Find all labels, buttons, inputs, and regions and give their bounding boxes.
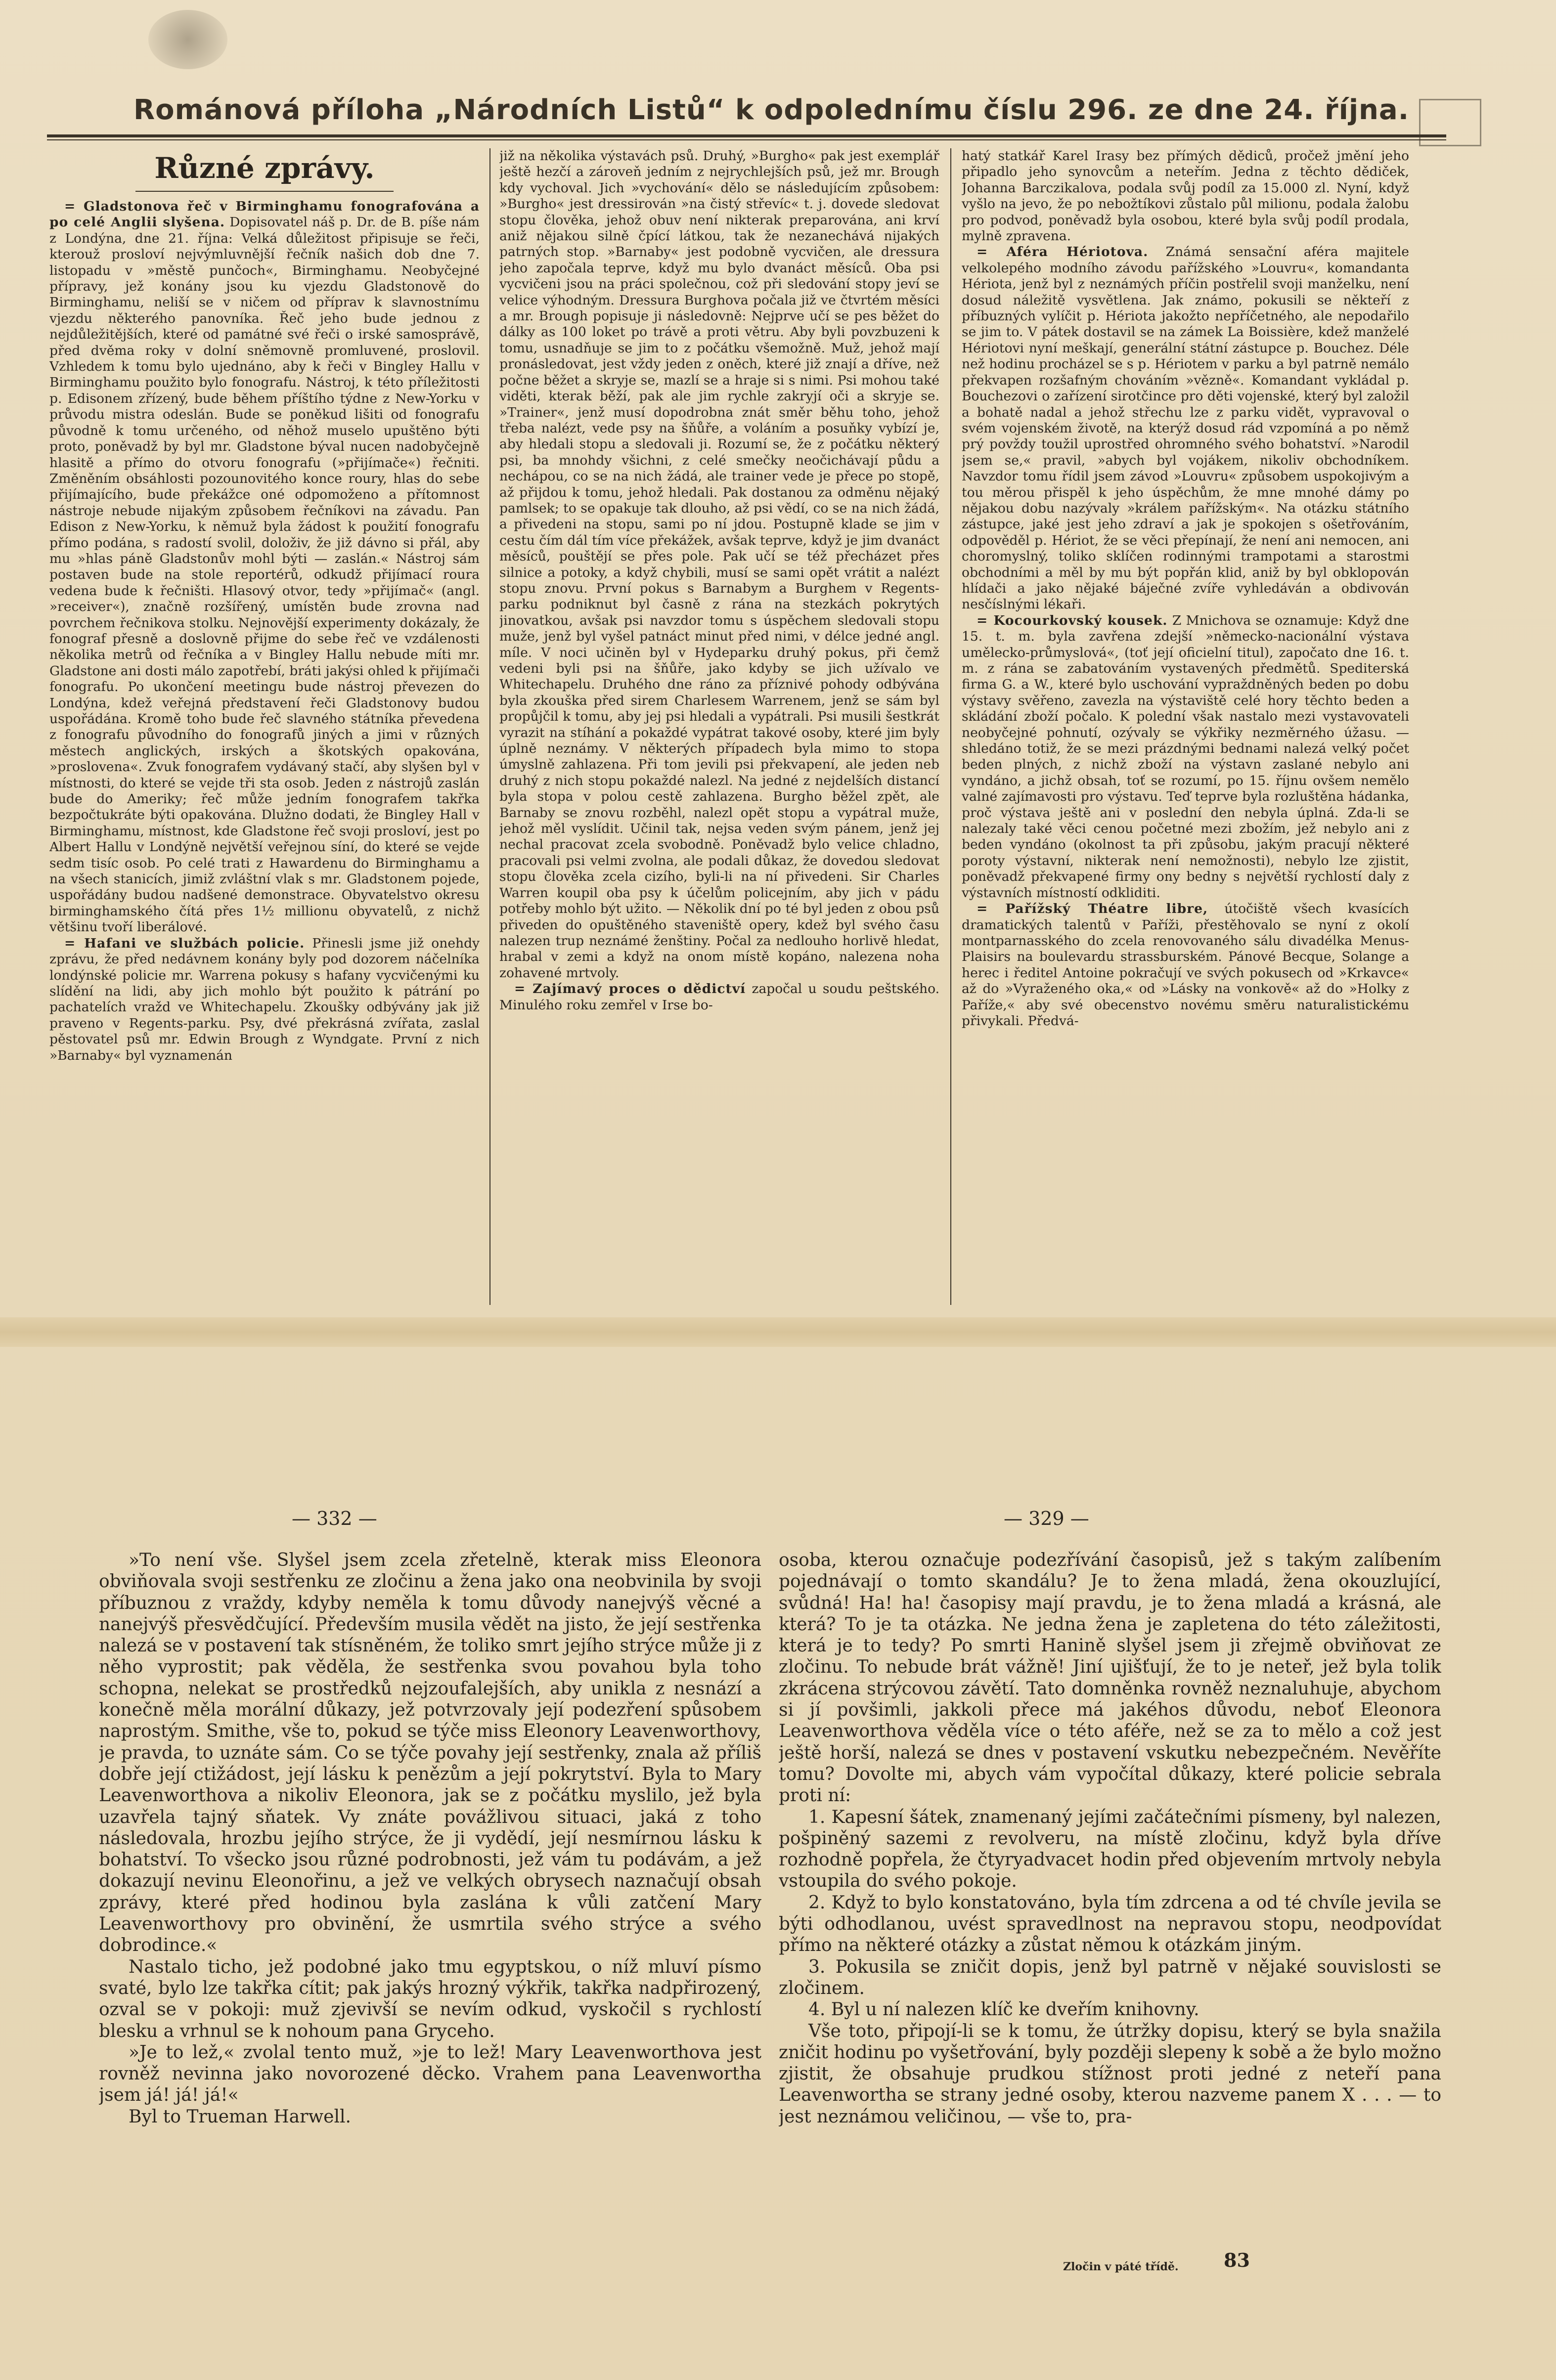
column-divider xyxy=(489,148,490,1305)
page-number-right: — 329 — xyxy=(1004,1508,1089,1529)
article-headline: = Kocourkovský kousek. xyxy=(977,612,1168,628)
article-headline: = Hafani ve službách policie. xyxy=(64,935,305,951)
novel-paragraph: 2. Když to bylo konstatováno, byla tím zdrcena a od té chvíle jevila se býti odhodlanou, uvést spravedlnost na nepravou stopu, neodpovídat přímo na některé otázky a zůstat němou k otázkám jiným. xyxy=(779,1892,1441,1956)
article-text: hatý statkář Karel Irasy bez přímých dědiců, pročež jmění jeho připadlo jeho synovcům a neteřím. Jedna z těchto dědiček, Johanna Barczikalova, podala svůj podíl za 15.000 zl. Nyní, když vyšlo na jevo, že po nebožtíkovi zůstalo půl milionu, podala žalobu pro podvod, poněvadž byla osobou, které byla svůj podíl prodala, mylně zpravena. xyxy=(962,148,1409,244)
header-rule xyxy=(47,134,1446,137)
novel-paragraph: »Je to lež,« zvolal tento muž, »je to lež! Mary Leavenworthova jest rovněž nevinna jako novorozené děcko. Vrahem pana Leavenwortha jsem já! já! já!« xyxy=(99,2042,761,2106)
novel-paragraph: osoba, kterou označuje podezřívání časopisů, jež s takým zalíbením pojednávají o tomto skandálu? Je to žena mladá, žena okouzlující, svůdná! Ha! ha! časopisy mají pravdu, je to žena mladá a krásná, ale která? To je ta otázka. Ne jedna žena je zapletena do této záležitosti, která je to tedy? Po smrti Hanině slyšel jsem ji zřejmě obviňovat ze zločinu. To nebude brát vážně! Jiní ujišťují, že to je neteř, jež byla tolik zkrácena strýcovou závětí. Tato domněnka rovněž neznaluhuje, abychom si jí povšimli, jakkoli přece má jakéhos důvodu, neboť Eleonora Leavenworthova věděla více o této aféře, než se za to mělo a což jest ještě horší, nalezá se dnes v postavení vskutku nebezpečném. Nevěříte tomu? Dovolte mi, abych vám vypočítal důkazy, které policie sebrala proti ní: xyxy=(779,1550,1441,1806)
footer-sheet-number: 83 xyxy=(1224,2249,1250,2271)
article-text: započal u soudu peštského. Minulého roku zemřel v Irse bo- xyxy=(499,981,939,1013)
novel-paragraph: Byl to Trueman Harwell. xyxy=(129,2106,351,2127)
page-header: Románová příloha „Národních Listů“ k odpolednímu číslu 296. ze dne 24. října. xyxy=(133,94,1409,126)
article-paragraph xyxy=(962,244,1409,612)
novel-paragraph: Nastalo ticho, jež podobné jako tmu egyptskou, o níž mluví písmo svaté, bylo lze takřka cítit; pak jakýs hrozný výkřik, takřka nadpřirozený, ozval se v pokoji: muž zjevivší se nevím odkud, vyskočil s rychlostí blesku a vrhnul se k nohoum pana Gryceho. xyxy=(99,1956,761,2041)
novel-paragraph: 1. Kapesní šátek, znamenaný jejími začátečními písmeny, byl nalezen, pošpiněný sazemi z revolveru, na místě zločinu, když byla dříve rozhodně popřela, že čtyryadvacet hodin před objevením mrtvoly nebyla vstoupila do svého pokoje. xyxy=(779,1807,1441,1892)
header-rule-thin xyxy=(47,139,1446,140)
novel-paragraph: Vše toto, připojí-li se k tomu, že útržky dopisu, který se byla snažila zničit hodinu po vyšetřování, byly později slepeny k sobě a že bylo možno zjistit, že obsahuje prudkou stížnost proti jedné z neteří pana Leavenwortha se strany jedné osoby, kterou nazveme panem X . . . — to jest neznámou veličinou, — vše to, pra- xyxy=(779,2021,1441,2127)
article-paragraph xyxy=(499,148,939,981)
corner-stamp xyxy=(1419,99,1481,146)
novel-paragraph: 4. Byl u ní nalezen klíč ke dveřím knihovny. xyxy=(808,1999,1200,2020)
novel-paragraph: »To není vše. Slyšel jsem zcela zřetelně, kterak miss Eleonora obviňovala svoji sestřenku ze zločinu a žena jako ona neobvinila by svoji příbuznou z vraždy, kdyby neměla k tomu důvody nanejvýš věcné a nanejvýš přesvědčující. Především musila vědět na jisto, že její sestřenka nalezá se v postavení tak stísněném, že toliko smrt jejího strýce může ji z něho vyprostit; pak věděla, že sestřenka svou povahou byla toho schopna, nelekat se prostředků nejzoufalejších, aby unikla z nesnází a konečně měla morální důkazy, jež potvrzovaly její podezření spůsobem naprostým. Smithe, vše to, pokud se týče miss Eleonory Leavenworthovy, je pravda, to uznáte sám. Co se týče povahy její sestřenky, znala až příliš dobře její ctižádost, její lásku k penězům a její pokrytství. Byla to Mary Leavenworthova a nikoliv Eleonora, jak se z počátku myslilo, jež byla uzavřela tajný sňatek. Vy znáte povážlivou situaci, jaká z toho následovala, hrozbu jejího strýce, že ji vydědí, její nesmírnou lásku k bohatství. To všecko jsou různé podrobnosti, jež vám tu podávám, a jež dokazují nevinu Eleonořinu, a jež ve velkých obrysech naznačují obsah zprávy, které před hodinou byla zaslána k vůli zatčení Mary Leavenworthovy pro obvinění, že usmrtila svého strýce a svého dobrodince.« xyxy=(99,1550,761,1956)
article-headline: = Aféra Hériotova. xyxy=(977,244,1149,260)
article-paragraph xyxy=(962,613,1409,901)
article-text: již na několika výstavách psů. Druhý, »Burgho« pak jest exemplář ještě hezčí a zároveň jedním z nejrychlejších psů, jež mr. Brough kdy vychoval. Jich »vychování« dělo se následujícím způsobem: »Burgho« jest dressirován »na čistý střevíc« t. j. dovede sledovat stopu člověka, jehož obuv není nikterak preparována, ani krví aniž nějakou silně čpící látkou, tak že nezanechává nijakých patrných stop. »Barnaby« jest podobně vycvičen, ale dressura jeho započala teprve, když mu bylo dvanáct měsíců. Oba psi vycvičeni jsou na práci společnou, což při sledování stopy jeví se velice výhodným. Dressura Burghova počala již ve čtvrtém měsíci a mr. Brough popisuje ji následovně: Nejprve učí se pes běžet do dálky as 100 loket po trávě a proti větru. Aby byli povzbuzeni k tomu, usnadňuje se jim to z počátku všemožně. Muž, jehož mají pronásledovat, jest vždy jeden z oněch, které již znají a dříve, než počne běžet a skryje se, mazlí se a hraje si s nimi. Psi mohou také viděti, kterak běží, pak ale jim rychle zakryjí oči a skryje se. »Trainer«, jenž musí dopodrobna znát směr běhu toho, jehož třeba nalézt, vede psy na šňůře, a voláním a posuňky vybízí je, aby hledali stopu a sledovali ji. Rozumí se, že z počátku některý psi, ba mnohdy všichni, z celé smečky neočichávají půdu a nechápou, co se na nich žádá, ale trainer vede je přece po stopě, až přijdou k tomu, jehož hledali. Pak dostanou za odměnu nějaký pamlsek; to se opakuje tak dlouho, až psi vědí, co se na nich žádá, a přivedeni na stopu, sami po ní jdou. Postupně klade se jim v cestu čím dál tím více překážek, avšak teprve, když je jim dvanáct měsíců, pouštějí se přes pole. Pak učí se též přecházet přes silnice a potoky, a když chybili, musí se sami opět vrátit a nalézt stopu znovu. První pokus s Barnabym a Burghem v Regents-parku podniknut byl časně z rána na stezkách pokrytých jinovatkou, avšak psi navzdor tomu s úspěchem sledovali stopu muže, jenž byl vyšel patnáct minut před nimi, v délce jedné angl. míle. V noci učiněn byl v Hydeparku druhý pokus, při čemž vedeni byli psi na šňůře, jako kdyby se jich užívalo ve Whitechapelu. Druhého dne ráno za příznivé pohody odbývána byla zkouška před sirem Charlesem Warrenem, jenž se sám byl propůjčil k tomu, aby jej psi hledali a vypátrali. Psi musili šestkrát vyrazit na stíhání a pokaždé vypátrat takové osoby, které jim byly úplně neznámy. V některých případech byla mimo to stopa úmyslně zahlazena. Při tom jevili psi překvapení, ale jeden neb druhý z nich stopu pokaždé nalezl. Na jedné z nejdelších distancí byla stopa v polou cestě zahlazena. Burgho běžel zpět, ale Barnaby se znovu rozběhl, nalezl opět stopu a vypátral muže, jehož měl vyslídit. Učinil tak, nejsa veden svým pánem, jenž jej nechal pracovat zcela svobodně. Poněvadž bylo velice chladno, pracovali psi velmi zvolna, ale podali důkaz, že dovedou sledovat stopu člověka zcela cizího, byli-li na ní přivedeni. Sir Charles Warren koupil oba psy k účelům policejním, aby jich v pádu potřeby mohlo být užito. — Několik dní po té byl jeden z obou psů přiveden do opuštěného staveniště opery, kdež byl svého času nalezen trup neznámé ženštiny. Počal za nedlouho horlivě hledat, hrabal v zemi a když na onom místě kopáno, nalezena noha zohavené mrtvoly. xyxy=(499,148,939,981)
section-title-rule xyxy=(135,191,394,192)
article-paragraph xyxy=(962,148,1409,244)
article-paragraph xyxy=(49,199,480,936)
ink-smudge xyxy=(148,10,227,69)
top-column-3 xyxy=(962,148,1409,1310)
footer-signature-note: Zločin v páté třídě. xyxy=(1063,2260,1179,2273)
article-headline: = Pařížský Théatre libre, xyxy=(977,901,1208,917)
article-paragraph xyxy=(962,901,1409,1029)
section-title: Různé zprávy. xyxy=(154,151,375,185)
novel-paragraph: 3. Pokusila se zničit dopis, jenž byl patrně v nějaké souvislosti se zločinem. xyxy=(779,1956,1441,1998)
article-text: Z Mnichova se oznamuje: Když dne 15. t. m. byla zavřena zdejší »německo-nacionální výstava umělecko-průmyslová«, (toť její oficielní titul), započato dne 16. t. m. z rána se zabatováním vystavených předmětů. Spediterská firma G. a W., které bylo uschování vypraždněných beden po dobu výstavy svěřeno, zavezla na výstaviště celé hory těchto beden a skládání zboží počalo. K polední však nastalo mezi vystavovateli neobyčejné pohnutí, ozývaly se výkřiky nezměrného úžasu. — shledáno totiž, že se mezi prázdnými bednami nalezá velký počet beden plných, z nichž zboží na výstavn zaslané nebylo ani vyndáno, a jichž obsah, toť se rozumí, po 15. říjnu ovšem nemělo valné zajímavosti pro výstavu. Teď teprve byla rozluštěna hádanka, proč výstava ještě ani v poslední den nebyla úplná. Zda-li se nalezaly také věci cenou početné mezi zbožím, jež nebylo ani z beden vyndáno (okolnost ta při způsobu, jakým pracují některé poroty výstavní, nikterak není nemožnosti), nebylo lze zjistit, poněvadž překvapené firmy ony bedny s největší rychlostí daly z výstavních místností odkliditi. xyxy=(962,612,1409,901)
article-headline: = Zajímavý proces o dědictví xyxy=(514,981,746,997)
novel-column-left xyxy=(99,1550,761,2266)
top-column-1 xyxy=(49,148,480,1310)
novel-column-right xyxy=(779,1550,1441,2266)
article-headline: = Gladstonova řeč v Birminghamu fonografována a po celé Anglii slyšena. xyxy=(49,199,480,230)
column-divider xyxy=(950,148,951,1305)
article-paragraph xyxy=(49,936,480,1064)
article-text: Známá sensační aféra majitele velkolepého modního závodu pařížského »Louvru«, komandanta Hériota, jenž byl z neznámých příčin postřelil svoji manželku, není dosud náležitě vysvětlena. Jak známo, pokusili se někteří z příbuzných vylíčit p. Hériota jakožto nepříčetného, ale nepodařilo se jim to. V pátek dostavil se na zámek La Boissière, kdež manželé Hériotovi nyní meškají, generální státní zástupce p. Bouchez. Déle než hodinu procházel se s p. Hériotem v parku a byl patrně nemálo překvapen rozšafným chováním »vězně«. Komandant vykládal p. Bouchezovi o zařízení sirotčince pro děti vojenské, který byl založil a bohatě nadal a jehož střechu lze z parku vidět, vypravoval o svém vojenském životě, na kterýž dosud rád vzpomíná a po němž prý povždy toužil uprostřed ohromného svého bohatství. »Narodil jsem se,« pravil, »abych byl vojákem, nikoliv obchodníkem. Navzdor tomu řídil jsem závod »Louvru« způsobem uspokojivým a tou měrou přispěl k jeho úspěchům, že mne mnohé dámy po nějakou dobu nazývaly »králem pařížským«. Na otázku státního zástupce, jaké jest jeho zdraví a jak je spokojen s ošetřováním, odpověděl p. Hériot, že se věci přepínají, že není ani nemocen, ani choromyslný, toliko sklíčen rodinnými trampotami a starostmi obchodními a měl by mu být popřán klid, aniž by byl obklopován hlídači a jako nějaké báječné zvíře vyhledáván a obdivován nesčíslnými lékaři. xyxy=(962,244,1409,612)
page-fold xyxy=(0,1317,1556,1347)
top-column-2 xyxy=(499,148,939,1310)
page-number-left: — 332 — xyxy=(292,1508,377,1529)
article-text: útočiště všech kvasících dramatických talentů v Paříži, přestěhovalo se nyní z okolí montparnasského do zcela renovovaného sálu divadélka Menus-Plaisirs na boulevardu strassburském. Pánové Becque, Solange a herec i ředitel Antoine pokračují ve svých pokusech od »Krkavce« až do »Vyraženého oka,« od »Lásky na vonkově« až do »Holky z Paříže,« aby své obecenstvo novému směru naturalistickému přivykali. Předvá- xyxy=(962,901,1409,1029)
article-paragraph xyxy=(499,981,939,1013)
article-text: Přinesli jsme již onehdy zprávu, že před nedávnem konány byly pod dozorem náčelníka londýnské policie mr. Warrena pokusy s hafany vycvičenými ku slídění na lidi, aby jich mohlo být použito k pátrání po pachatelích vražd ve Whitechapelu. Zkoušky odbývány jak již praveno v Regents-parku. Psy, dvé překrásná zvířata, zaslal pěstovatel psů mr. Edwin Brough z Wyndgate. První z nich »Barnaby« byl vyznamenán xyxy=(49,935,480,1063)
article-text: Dopisovatel náš p. Dr. de B. píše nám z Londýna, dne 21. října: Velká důležitost připisuje se řeči, kterouž prosloví nejvýmluvnější řečník našich dob dne 7. listopadu v »městě punčoch«, Birminghamu. Neobyčejné přípravy, jež konány jsou ku vjezdu Gladstonově do Birminghamu, neliší se v ničem od příprav k slavnostnímu vjezdu některého panovníka. Řeč jeho bude jednou z nejdůležitějších, které od památné své řeči o irské samosprávě, před dvěma roky v dolní sněmovně promluvené, proslovil. Vzhledem k tomu bylo ujednáno, aby k řeči v Bingley Hallu v Birminghamu použito bylo fonografu. Nástroj, k této příležitosti p. Edisonem zřízený, bude během příštího týdne z New-Yorku v průvodu mistra odeslán. Bude se poněkud lišiti od fonografu původně k tomu určeného, od něhož muselo upuštěno býti proto, poněvadž by byl mr. Gladstone býval nucen nadobyčejně hlasitě a přímo do otvoru fonografu (»přijímače«) řečniti. Změněním obsáhlosti pozounovitého konce roury, hlas do sebe přijímajícího, bude překážce oné odpomoženo a přítomnost nástroje nebude nijakým způsobem řečníkovi na závadu. Pan Edison z New-Yorku, k němuž byla žádost k použití fonografu přímo podána, s radostí svolil, doloživ, že již dávno si přál, aby mu »hlas páně Gladstonův mohl býti — zaslán.« Nástroj sám postaven bude na stole reportérů, odkudž přijímací roura vedena bude k řečništi. Hlasový otvor, tedy »přijímač« (angl. »receiver«), značně rozšířený, umístěn bude zrovna nad povrchem řečnikova stolku. Nejnovější experimenty dokázaly, že fonograf přesně a doslovně přijme do sebe řeč ve vzdálenosti několika metrů od řečníka a v Bingley Hallu nebude míti mr. Gladstone ani dosti málo zapotřebí, bráti jakýsi ohled k přijímači fonografu. Po ukončení meetingu bude nástroj převezen do Londýna, kdež veřejná představení řeči Gladstonovy budou uspořádána. Kromě toho bude řeč slavného státníka převedena z fonografu původního do fonografů jiných a jimi v různých městech anglických, irských a škotských opakována, »proslovena«. Zvuk fonografem vydávaný stačí, aby slyšen byl v místnosti, do které se vejde tři sta osob. Jeden z nástrojů zaslán bude do Ameriky; řeč může jedním fonografem takřka bezpočtukráte býti opakována. Dlužno dodati, že Bingley Hall v Birminghamu, místnost, kde Gladstone řeč svoji prosloví, jest po Albert Hallu v Londýně největší veřejnou síní, do které se vejde sedm tisíc osob. Po celé trati z Hawardenu do Birminghamu a na všech stanicích, jimiž zvláštní vlak s mr. Gladstonem pojede, uspořádány budou nadšené demonstrace. Obyvatelstvo okresu birminghamského čítá přes 1½ millionu obyvatelů, z nichž většinu tvoří liberálové. xyxy=(49,215,480,935)
